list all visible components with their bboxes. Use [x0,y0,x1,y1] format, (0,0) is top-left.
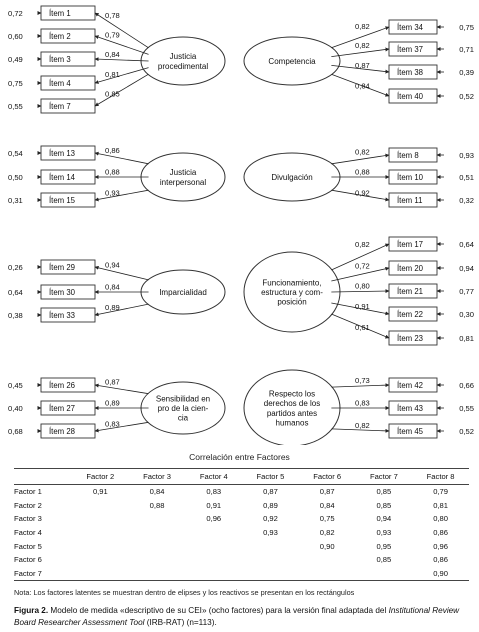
item-label: Ítem 20 [397,264,424,273]
row-header: Factor 6 [14,555,42,565]
factor-label: cia [177,413,189,423]
factor-label: interpersonal [159,177,207,187]
factor-label: Respecto los [268,389,316,399]
correlation-cell: 0,85 [376,555,392,565]
correlation-cell: 0,95 [376,541,392,551]
item-label: Ítem 21 [397,287,424,296]
factor-label: procedimental [157,61,209,71]
error-variance: 0,54 [8,149,23,158]
error-variance: 0,68 [8,427,23,436]
item-label: Ítem 43 [397,404,424,413]
correlation-cell: 0,81 [433,500,448,510]
item-label: Ítem 8 [397,151,419,160]
item-label: Ítem 4 [49,79,71,88]
correlation-cell [242,539,299,553]
correlation-table [14,468,469,581]
correlation-cell: 0,90 [319,541,335,551]
error-variance: 0,52 [459,92,474,101]
loading-arrow [95,190,149,200]
item-label: Ítem 23 [397,334,424,343]
factor-loading: 0,92 [355,188,370,198]
item-label: Ítem 15 [49,196,76,205]
error-variance: 0,45 [8,381,23,390]
correlation-cell [72,567,129,581]
error-variance: 0,26 [8,263,23,272]
correlation-cell: 0,87 [319,487,335,497]
correlation-cell [72,539,129,553]
item-label: Ítem 2 [49,32,71,41]
caption-text-after: (IRB-RAT) (n=113). [144,617,217,627]
error-variance: 0,30 [459,310,474,319]
factor-loading: 0,88 [355,167,370,177]
correlation-row [14,567,469,581]
correlation-cell: 0,93 [376,528,392,538]
factor-loading: 0,72 [355,261,370,271]
error-variance: 0,94 [459,264,474,273]
correlation-cell: 0,94 [376,514,392,524]
loading-arrow [95,13,149,48]
factor-loading: 0,78 [105,11,120,21]
correlation-cell [129,553,186,567]
item-label: Ítem 11 [397,196,423,205]
error-variance: 0,75 [459,23,474,32]
error-variance: 0,77 [459,287,474,296]
correlation-cell: 0,79 [433,487,448,497]
item-label: Ítem 26 [49,381,76,390]
factor-label: Imparcialidad [159,288,207,297]
correlation-cell [242,567,299,581]
correlation-cell: 0,85 [376,500,392,510]
correlation-cell [72,512,129,526]
correlation-cell [299,553,356,567]
factor-loading: 0,84 [105,49,120,59]
factor-loading: 0,80 [355,281,370,291]
correlation-cell: 0,84 [319,500,335,510]
item-label: Ítem 38 [397,68,424,77]
row-header: Factor 3 [14,514,42,524]
factor-loading: 0,89 [105,398,120,408]
correlation-row [14,485,469,499]
correlation-cell [129,567,186,581]
factor-loading: 0,87 [105,377,120,387]
factor-loading: 0,94 [105,260,120,270]
loading-arrow [95,304,149,315]
error-variance: 0,51 [459,173,474,182]
correlation-cell [72,526,129,540]
loading-arrow [95,68,149,83]
factor-loading: 0,88 [105,167,120,177]
item-label: Ítem 30 [49,288,76,297]
caption-italic-title: Institutional Review Board Researcher Assessment Tool [14,606,460,627]
factor-label: posición [277,297,307,307]
correlation-cell: 0,89 [263,500,278,510]
correlation-cell [356,567,413,581]
column-header: Factor 6 [299,469,356,485]
correlation-row [14,553,469,567]
correlation-header-row [14,469,469,485]
error-variance: 0,31 [8,196,23,205]
loading-arrow [95,419,149,431]
correlation-cell: 0,86 [433,528,448,538]
error-variance: 0,72 [8,9,23,18]
correlation-cell: 0,92 [263,514,278,524]
error-variance: 0,55 [459,404,474,413]
correlation-cell [299,567,356,581]
error-variance: 0,50 [8,173,23,182]
row-header: Factor 1 [14,487,42,497]
factor-label: Justicia [169,52,197,62]
correlation-row [14,526,469,540]
correlation-cell [242,553,299,567]
error-variance: 0,32 [459,196,474,205]
row-header: Factor 4 [14,528,42,538]
factor-loading: 0,79 [105,30,120,40]
factor-label: Justicia [169,168,197,178]
factor-loading: 0,82 [355,147,370,157]
error-variance: 0,38 [8,311,23,320]
factor-label: Competencia [268,57,316,66]
row-header: Factor 7 [14,567,72,581]
correlation-cell: 0,83 [206,487,222,497]
error-variance: 0,75 [8,79,23,88]
item-label: Ítem 28 [49,427,76,436]
factor-label: derechos de los [263,399,321,409]
figure-caption [14,605,469,628]
item-label: Ítem 17 [397,240,424,249]
correlation-cell: 0,91 [206,500,222,510]
caption-text-before: Modelo de medida «descriptivo de su CEI» (ocho factores) para la versión final adaptada del [48,606,389,615]
factor-loading: 0,83 [355,398,370,408]
item-label: Ítem 22 [397,310,424,319]
column-header: Factor 2 [72,469,129,485]
loading-arrow [95,59,149,61]
figure-note: Nota: Los factores latentes se muestran dentro de elipses y los reactivos se presentan en los rectángulos [14,588,355,597]
error-variance: 0,64 [8,288,23,297]
column-header: Factor 8 [412,469,469,485]
row-header: Factor 5 [14,541,42,551]
factor-loading: 0,83 [105,419,120,429]
factor-loading: 0,91 [355,302,370,312]
item-label: Ítem 13 [49,149,76,158]
error-variance: 0,81 [459,334,474,343]
loading-arrow [95,267,149,280]
loading-arrow [95,36,149,54]
factor-loading: 0,84 [105,282,120,292]
item-label: Ítem 34 [397,23,424,32]
correlation-cell: 0,85 [376,487,392,497]
correlation-row [14,539,469,553]
correlation-cell: 0,75 [319,514,335,524]
item-label: Ítem 10 [397,173,424,182]
error-variance: 0,71 [459,45,474,54]
factor-loading: 0,84 [355,81,370,91]
factor-loading: 0,82 [355,41,370,51]
correlation-cell: 0,96 [206,514,222,524]
factor-label: humanos [275,418,309,428]
loading-arrow [95,153,149,164]
error-variance: 0,49 [8,55,23,64]
item-label: Ítem 37 [397,45,424,54]
item-label: Ítem 33 [49,311,76,320]
correlation-cell [72,553,129,567]
error-variance: 0,64 [459,240,474,249]
correlation-cell: 0,90 [412,567,469,581]
factor-loading: 0,73 [355,375,370,385]
correlation-cell [185,567,242,581]
correlation-cell [129,539,186,553]
correlation-cell: 0,84 [149,487,165,497]
factor-label: pro de la cien- [157,404,209,413]
column-header: Factor 4 [185,469,242,485]
factor-loading: 0,82 [355,421,370,431]
column-header [14,469,72,485]
factor-label: partidos antes [266,408,318,418]
item-label: Ítem 3 [49,55,71,64]
factor-loading: 0,61 [355,323,370,333]
item-label: Ítem 42 [397,381,424,390]
error-variance: 0,60 [8,32,23,41]
correlation-cell [72,499,129,513]
correlation-body [14,485,469,581]
correlation-cell: 0,88 [149,500,165,510]
factor-loading: 0,85 [105,89,120,99]
error-variance: 0,55 [8,102,23,111]
factor-loading: 0,87 [355,61,370,71]
correlation-row [14,499,469,513]
factor-loading: 0,93 [105,188,120,198]
correlation-row [14,512,469,526]
factor-loading: 0,81 [105,70,120,80]
error-variance: 0,93 [459,151,474,160]
error-variance: 0,52 [459,427,474,436]
item-label: Ítem 14 [49,173,76,182]
correlation-cell [185,553,242,567]
correlation-cell [129,512,186,526]
factor-label: estructura y com- [261,288,323,297]
error-variance: 0,39 [459,68,474,77]
item-label: Ítem 29 [49,263,76,272]
figure-label: Figura 2. [14,606,49,615]
factor-loading: 0,89 [105,303,120,313]
column-header: Factor 7 [356,469,413,485]
correlation-cell: 0,86 [433,555,448,565]
correlation-cell: 0,87 [263,487,278,497]
row-header: Factor 2 [14,500,42,510]
correlation-cell: 0,82 [319,528,335,538]
item-label: Ítem 40 [397,92,424,101]
factor-loading: 0,82 [355,22,370,32]
correlation-cell [129,526,186,540]
item-label: Ítem 45 [397,427,424,436]
loading-arrow [95,74,149,106]
correlation-cell: 0,96 [433,541,448,551]
factor-loading: 0,82 [355,240,370,250]
column-header: Factor 5 [242,469,299,485]
factor-label: Divulgación [271,173,313,182]
factor-label: Sensibilidad en [155,394,211,404]
column-header: Factor 3 [129,469,186,485]
correlation-cell: 0,80 [433,514,448,524]
factor-label: Funcionamiento, [262,278,322,288]
item-label: Ítem 7 [49,102,71,111]
correlation-cell: 0,93 [263,528,278,538]
correlation-cell [185,526,242,540]
factor-loading: 0,86 [105,145,120,155]
correlation-cell [185,539,242,553]
item-label: Ítem 1 [49,9,71,18]
error-variance: 0,66 [459,381,474,390]
loading-arrow [331,385,389,387]
item-label: Ítem 27 [49,404,76,413]
error-variance: 0,40 [8,404,23,413]
loading-arrow [95,385,149,394]
correlation-title: Correlación entre Factores [189,452,290,462]
correlation-cell: 0,91 [92,487,108,497]
